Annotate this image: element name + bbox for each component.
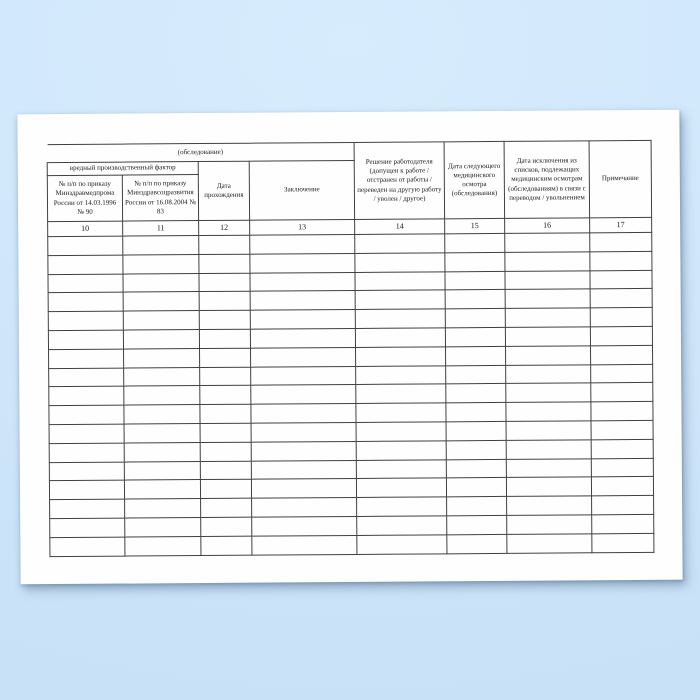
empty-cell xyxy=(49,405,124,424)
empty-cell xyxy=(505,233,590,252)
empty-cell xyxy=(251,422,356,442)
empty-cell xyxy=(199,329,250,348)
empty-cell xyxy=(251,404,356,424)
empty-cell xyxy=(251,441,356,461)
column-number-16: 16 xyxy=(505,218,590,234)
column-number-12: 12 xyxy=(199,220,250,235)
column-header-10: № п/п по приказу Минздравмедпрома России от 14.03.1996 № 90 xyxy=(47,175,122,222)
empty-cell xyxy=(124,367,200,386)
empty-cell xyxy=(124,442,200,461)
empty-cell xyxy=(123,273,199,292)
empty-cell xyxy=(50,518,125,537)
empty-cell xyxy=(199,292,250,311)
empty-cell xyxy=(201,536,252,555)
empty-cell xyxy=(590,232,652,251)
empty-cell xyxy=(251,479,356,499)
empty-cell xyxy=(199,310,250,329)
empty-cell xyxy=(356,459,446,478)
empty-cell xyxy=(356,365,446,384)
empty-cell xyxy=(592,496,654,515)
empty-cell xyxy=(357,535,447,554)
empty-cell xyxy=(505,252,590,271)
empty-cell xyxy=(446,346,506,365)
column-header-13: Заключение xyxy=(249,160,354,220)
column-header-11: № п/п по приказу Минздравсоцразвития России от 16.08.2004 № 83 xyxy=(122,175,198,222)
empty-cell xyxy=(355,290,445,309)
empty-cell xyxy=(505,289,590,308)
empty-cell xyxy=(591,420,653,439)
column-header-12: Дата прохождения xyxy=(198,161,249,220)
empty-cell xyxy=(506,346,591,365)
empty-cell xyxy=(251,366,356,386)
empty-cell xyxy=(49,462,124,481)
empty-cell xyxy=(506,383,591,402)
empty-cell xyxy=(123,236,199,255)
empty-cell xyxy=(446,421,506,440)
empty-cell xyxy=(123,330,199,349)
empty-cell xyxy=(505,308,590,327)
empty-cell xyxy=(507,496,592,515)
empty-cell xyxy=(591,383,653,402)
empty-cell xyxy=(592,514,654,533)
empty-cell xyxy=(445,327,505,346)
empty-cell xyxy=(199,235,250,254)
empty-cell xyxy=(506,421,591,440)
empty-cell xyxy=(591,439,653,458)
empty-cell xyxy=(591,477,653,496)
empty-cell xyxy=(125,536,201,555)
column-header-14: Решение работодателя (допущен к работе / отстранен от работы / переведен на другую работу / уволен / другое) xyxy=(354,142,445,220)
empty-cell xyxy=(356,478,446,497)
empty-cell xyxy=(125,517,201,536)
empty-cell xyxy=(49,480,124,499)
empty-cell xyxy=(123,254,199,273)
empty-cell xyxy=(590,308,652,327)
empty-cell xyxy=(355,328,445,347)
empty-cell xyxy=(199,254,250,273)
column-header-16: Дата исключения из списков, подлежащих медицинским осмотрам (обследованиям) в связи с переводом / увольнением xyxy=(504,141,590,219)
empty-cell xyxy=(48,330,123,349)
empty-cell xyxy=(507,534,592,553)
empty-cell xyxy=(446,478,506,497)
empty-cell xyxy=(124,348,200,367)
empty-cell xyxy=(446,365,506,384)
empty-cell xyxy=(356,441,446,460)
empty-cell xyxy=(200,442,251,461)
empty-cell xyxy=(250,234,355,254)
empty-cell xyxy=(357,516,447,535)
empty-cell xyxy=(200,367,251,386)
empty-cell xyxy=(506,458,591,477)
empty-cell xyxy=(250,291,355,311)
empty-cell xyxy=(506,477,591,496)
empty-cell xyxy=(50,499,125,518)
empty-cell xyxy=(447,497,507,516)
empty-cell xyxy=(49,443,124,462)
empty-cell xyxy=(355,309,445,328)
empty-cell xyxy=(446,459,506,478)
empty-cell xyxy=(49,349,124,368)
empty-cell xyxy=(447,515,507,534)
empty-cell xyxy=(199,273,250,292)
empty-cell xyxy=(355,234,445,253)
paper-sheet xyxy=(17,110,682,585)
empty-cell xyxy=(200,386,251,405)
empty-cell xyxy=(445,271,505,290)
empty-cell xyxy=(446,384,506,403)
continuation-strip-row xyxy=(47,140,651,162)
empty-cell xyxy=(445,233,505,252)
empty-cell xyxy=(124,480,200,499)
empty-cell xyxy=(50,537,125,556)
empty-cell xyxy=(200,348,251,367)
empty-cell xyxy=(49,386,124,405)
empty-cell xyxy=(591,402,653,421)
column-number-13: 13 xyxy=(250,219,355,235)
empty-cell xyxy=(48,255,123,274)
empty-cell xyxy=(356,403,446,422)
medical-exam-journal-table xyxy=(47,140,655,557)
empty-cell xyxy=(505,270,590,289)
empty-cell xyxy=(200,404,251,423)
empty-cell xyxy=(590,289,652,308)
column-number-17: 17 xyxy=(590,217,652,232)
empty-cell xyxy=(123,311,199,330)
empty-cell xyxy=(590,251,652,270)
empty-cell xyxy=(124,405,200,424)
empty-cell xyxy=(48,274,123,293)
empty-cell xyxy=(251,460,356,480)
empty-cell xyxy=(446,403,506,422)
empty-cell xyxy=(252,516,357,536)
empty-cell xyxy=(201,498,252,517)
empty-cell xyxy=(445,290,505,309)
empty-cell xyxy=(124,386,200,405)
empty-cell xyxy=(445,309,505,328)
column-number-14: 14 xyxy=(355,219,445,235)
empty-cell xyxy=(48,311,123,330)
empty-cell xyxy=(356,422,446,441)
empty-cell xyxy=(507,515,592,534)
empty-cell xyxy=(250,310,355,330)
table-body xyxy=(48,232,654,556)
empty-cell xyxy=(124,461,200,480)
column-number-11: 11 xyxy=(123,221,199,237)
empty-cell xyxy=(590,270,652,289)
empty-cell xyxy=(124,424,200,443)
empty-cell xyxy=(447,534,507,553)
empty-cell xyxy=(355,253,445,272)
empty-cell xyxy=(591,458,653,477)
empty-cell xyxy=(355,271,445,290)
empty-cell xyxy=(125,499,201,518)
column-number-15: 15 xyxy=(445,218,505,233)
table-header xyxy=(47,140,652,236)
empty-cell xyxy=(200,480,251,499)
column-number-10: 10 xyxy=(48,221,123,237)
empty-cell xyxy=(592,533,654,552)
empty-cell xyxy=(123,292,199,311)
empty-cell xyxy=(252,498,357,518)
group-header-harmful-factor: вредный производственный фактор xyxy=(47,162,198,176)
empty-cell xyxy=(49,368,124,387)
empty-cell xyxy=(445,252,505,271)
empty-cell xyxy=(252,535,357,555)
empty-cell xyxy=(591,364,653,383)
empty-cell xyxy=(48,292,123,311)
empty-cell xyxy=(48,236,123,255)
empty-cell xyxy=(49,424,124,443)
empty-cell xyxy=(200,461,251,480)
empty-cell xyxy=(356,384,446,403)
continuation-label: (обследование) xyxy=(47,142,354,162)
empty-cell xyxy=(201,517,252,536)
empty-cell xyxy=(506,364,591,383)
empty-cell xyxy=(250,253,355,273)
column-header-15: Дата следующего медицинского осмотра (обследования) xyxy=(444,141,505,218)
empty-cell xyxy=(506,440,591,459)
column-header-17: Примечание xyxy=(589,140,652,217)
empty-cell xyxy=(505,327,590,346)
empty-cell xyxy=(590,326,652,345)
empty-cell xyxy=(200,423,251,442)
empty-cell xyxy=(251,385,356,405)
empty-cell xyxy=(506,402,591,421)
empty-cell xyxy=(357,497,447,516)
table-row xyxy=(50,533,654,556)
empty-cell xyxy=(591,345,653,364)
empty-cell xyxy=(251,347,356,367)
table-container xyxy=(47,140,655,557)
empty-cell xyxy=(250,272,355,292)
empty-cell xyxy=(250,328,355,348)
empty-cell xyxy=(446,440,506,459)
empty-cell xyxy=(356,347,446,366)
